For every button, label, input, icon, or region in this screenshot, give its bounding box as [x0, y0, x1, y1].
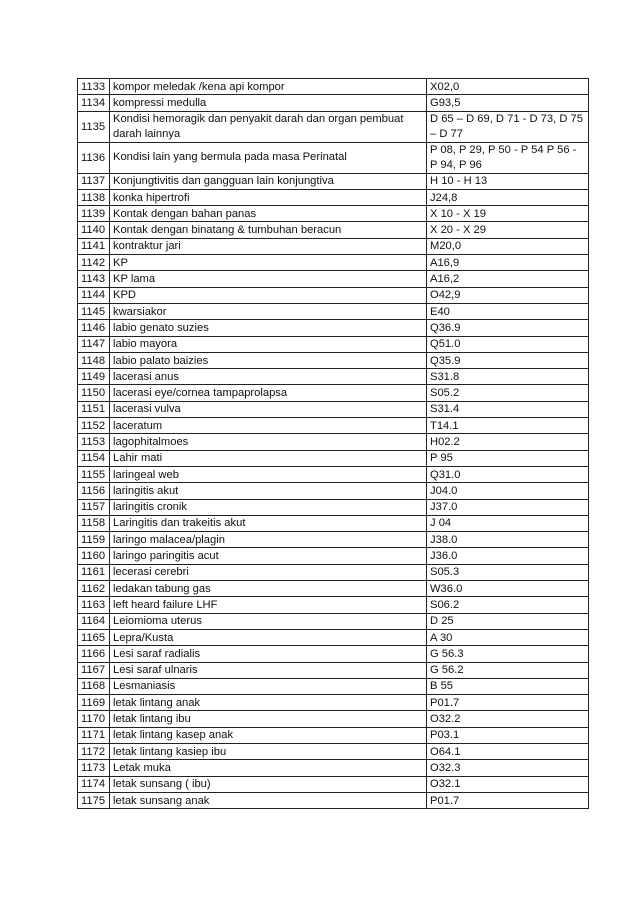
table-row	[78, 727, 589, 743]
diagnosis-term: Kondisi lain yang bermula pada masa Perinatal	[110, 142, 427, 173]
diagnosis-term: laringo malacea/plagin	[110, 532, 427, 548]
diagnosis-term: laringo paringitis acut	[110, 548, 427, 564]
table-row	[78, 434, 589, 450]
row-number: 1142	[78, 255, 110, 271]
row-number: 1170	[78, 711, 110, 727]
icd-code: J04.0	[427, 483, 589, 499]
row-number: 1150	[78, 385, 110, 401]
table-row	[78, 581, 589, 597]
diagnosis-term: letak lintang ibu	[110, 711, 427, 727]
diagnosis-term: letak sunsang ( ibu)	[110, 776, 427, 792]
diagnosis-term: Lesi saraf radialis	[110, 646, 427, 662]
row-number: 1151	[78, 401, 110, 417]
diagnosis-term: lecerasi cerebri	[110, 564, 427, 580]
diagnosis-term: lacerasi anus	[110, 369, 427, 385]
diagnosis-code-table	[77, 78, 589, 809]
row-number: 1167	[78, 662, 110, 678]
icd-code: J24,8	[427, 189, 589, 205]
icd-code: T14.1	[427, 418, 589, 434]
row-number: 1158	[78, 515, 110, 531]
diagnosis-term: Laringitis dan trakeitis akut	[110, 515, 427, 531]
diagnosis-term: kontraktur jari	[110, 238, 427, 254]
diagnosis-term: Lesmaniasis	[110, 678, 427, 694]
icd-code: O32.1	[427, 776, 589, 792]
row-number: 1154	[78, 450, 110, 466]
table-row	[78, 776, 589, 792]
table-row	[78, 499, 589, 515]
icd-code: P03.1	[427, 727, 589, 743]
diagnosis-term: laringitis akut	[110, 483, 427, 499]
diagnosis-term: ledakan tabung gas	[110, 581, 427, 597]
icd-code: S06.2	[427, 597, 589, 613]
diagnosis-term: letak lintang kasiep ibu	[110, 743, 427, 759]
icd-code: A16,9	[427, 255, 589, 271]
table-row	[78, 483, 589, 499]
row-number: 1172	[78, 743, 110, 759]
table-row	[78, 238, 589, 254]
diagnosis-term: kompor meledak /kena api kompor	[110, 79, 427, 95]
table-row	[78, 792, 589, 808]
diagnosis-term: letak lintang kasep anak	[110, 727, 427, 743]
diagnosis-term: Leiomioma uterus	[110, 613, 427, 629]
table-row	[78, 111, 589, 142]
row-number: 1157	[78, 499, 110, 515]
row-number: 1171	[78, 727, 110, 743]
table-row	[78, 369, 589, 385]
table-row	[78, 79, 589, 95]
icd-code: S05.2	[427, 385, 589, 401]
row-number: 1166	[78, 646, 110, 662]
diagnosis-term: KPD	[110, 287, 427, 303]
table-row	[78, 95, 589, 111]
table-row	[78, 303, 589, 319]
table-row	[78, 142, 589, 173]
row-number: 1159	[78, 532, 110, 548]
row-number: 1137	[78, 173, 110, 189]
icd-code: X 10 - X 19	[427, 206, 589, 222]
table-row	[78, 646, 589, 662]
icd-code: P01.7	[427, 792, 589, 808]
diagnosis-term: Letak muka	[110, 760, 427, 776]
icd-code: O42,9	[427, 287, 589, 303]
row-number: 1161	[78, 564, 110, 580]
table-row	[78, 189, 589, 205]
table-row	[78, 711, 589, 727]
row-number: 1163	[78, 597, 110, 613]
table-row	[78, 450, 589, 466]
diagnosis-term: lagophitalmoes	[110, 434, 427, 450]
diagnosis-term: lacerasi vulva	[110, 401, 427, 417]
diagnosis-term: laceratum	[110, 418, 427, 434]
row-number: 1139	[78, 206, 110, 222]
table-row	[78, 466, 589, 482]
row-number: 1168	[78, 678, 110, 694]
row-number: 1175	[78, 792, 110, 808]
icd-code: J36.0	[427, 548, 589, 564]
icd-code: S31.4	[427, 401, 589, 417]
icd-code: W36.0	[427, 581, 589, 597]
table-row	[78, 255, 589, 271]
diagnosis-term: letak lintang anak	[110, 695, 427, 711]
row-number: 1152	[78, 418, 110, 434]
row-number: 1135	[78, 111, 110, 142]
diagnosis-term: lacerasi eye/cornea tampaprolapsa	[110, 385, 427, 401]
table-row	[78, 271, 589, 287]
table-row	[78, 352, 589, 368]
table-row	[78, 629, 589, 645]
icd-code: D 65 – D 69, D 71 - D 73, D 75 – D 77	[427, 111, 589, 142]
icd-code: Q31.0	[427, 466, 589, 482]
icd-code: O32.3	[427, 760, 589, 776]
icd-code: E40	[427, 303, 589, 319]
icd-code: J 04	[427, 515, 589, 531]
icd-code: Q36.9	[427, 320, 589, 336]
table-row	[78, 743, 589, 759]
table-row	[78, 760, 589, 776]
table-row	[78, 597, 589, 613]
table-row	[78, 548, 589, 564]
icd-code: S05.3	[427, 564, 589, 580]
table-row	[78, 662, 589, 678]
row-number: 1155	[78, 466, 110, 482]
row-number: 1133	[78, 79, 110, 95]
diagnosis-term: KP	[110, 255, 427, 271]
diagnosis-term: konka hipertrofi	[110, 189, 427, 205]
icd-code: S31.8	[427, 369, 589, 385]
row-number: 1138	[78, 189, 110, 205]
diagnosis-term: kompressi medulla	[110, 95, 427, 111]
diagnosis-term: Lesi saraf ulnaris	[110, 662, 427, 678]
diagnosis-term: labio genato suzies	[110, 320, 427, 336]
row-number: 1144	[78, 287, 110, 303]
icd-code: P01.7	[427, 695, 589, 711]
icd-code: D 25	[427, 613, 589, 629]
row-number: 1160	[78, 548, 110, 564]
row-number: 1148	[78, 352, 110, 368]
diagnosis-term: labio mayora	[110, 336, 427, 352]
table-row	[78, 418, 589, 434]
icd-code: Q51.0	[427, 336, 589, 352]
row-number: 1164	[78, 613, 110, 629]
table-row	[78, 222, 589, 238]
table-row	[78, 336, 589, 352]
icd-code: A 30	[427, 629, 589, 645]
table-row	[78, 173, 589, 189]
icd-code: G93,5	[427, 95, 589, 111]
icd-code: O64.1	[427, 743, 589, 759]
row-number: 1146	[78, 320, 110, 336]
diagnosis-term: letak sunsang anak	[110, 792, 427, 808]
table-row	[78, 695, 589, 711]
icd-code: X02,0	[427, 79, 589, 95]
icd-code: H 10 - H 13	[427, 173, 589, 189]
diagnosis-term: Kontak dengan bahan panas	[110, 206, 427, 222]
diagnosis-term: laringeal web	[110, 466, 427, 482]
row-number: 1153	[78, 434, 110, 450]
diagnosis-term: left heard failure LHF	[110, 597, 427, 613]
icd-code: B 55	[427, 678, 589, 694]
row-number: 1149	[78, 369, 110, 385]
row-number: 1147	[78, 336, 110, 352]
diagnosis-term: labio palato baizies	[110, 352, 427, 368]
icd-code: O32.2	[427, 711, 589, 727]
icd-code: P 08, P 29, P 50 - P 54 P 56 - P 94, P 96	[427, 142, 589, 173]
diagnosis-term: Kondisi hemoragik dan penyakit darah dan organ pembuat darah lainnya	[110, 111, 427, 142]
icd-code: Q35.9	[427, 352, 589, 368]
icd-code: P 95	[427, 450, 589, 466]
table-row	[78, 287, 589, 303]
table-row	[78, 564, 589, 580]
table-row	[78, 613, 589, 629]
icd-code: A16,2	[427, 271, 589, 287]
row-number: 1134	[78, 95, 110, 111]
diagnosis-term: Konjungtivitis dan gangguan lain konjungtiva	[110, 173, 427, 189]
diagnosis-term: KP lama	[110, 271, 427, 287]
row-number: 1140	[78, 222, 110, 238]
row-number: 1145	[78, 303, 110, 319]
row-number: 1162	[78, 581, 110, 597]
row-number: 1174	[78, 776, 110, 792]
icd-code: J38.0	[427, 532, 589, 548]
diagnosis-term: laringitis cronik	[110, 499, 427, 515]
icd-code: X 20 - X 29	[427, 222, 589, 238]
row-number: 1143	[78, 271, 110, 287]
table-row	[78, 401, 589, 417]
row-number: 1156	[78, 483, 110, 499]
diagnosis-term: Lahir mati	[110, 450, 427, 466]
table-row	[78, 320, 589, 336]
icd-code: H02.2	[427, 434, 589, 450]
row-number: 1136	[78, 142, 110, 173]
row-number: 1169	[78, 695, 110, 711]
table-row	[78, 206, 589, 222]
row-number: 1165	[78, 629, 110, 645]
diagnosis-term: Lepra/Kusta	[110, 629, 427, 645]
icd-code: M20,0	[427, 238, 589, 254]
icd-code: J37.0	[427, 499, 589, 515]
icd-code: G 56.2	[427, 662, 589, 678]
table-row	[78, 678, 589, 694]
table-row	[78, 385, 589, 401]
row-number: 1141	[78, 238, 110, 254]
table-row	[78, 532, 589, 548]
row-number: 1173	[78, 760, 110, 776]
diagnosis-term: kwarsiakor	[110, 303, 427, 319]
table-row	[78, 515, 589, 531]
code-table-body	[78, 79, 589, 809]
icd-code: G 56.3	[427, 646, 589, 662]
diagnosis-term: Kontak dengan binatang & tumbuhan beracun	[110, 222, 427, 238]
